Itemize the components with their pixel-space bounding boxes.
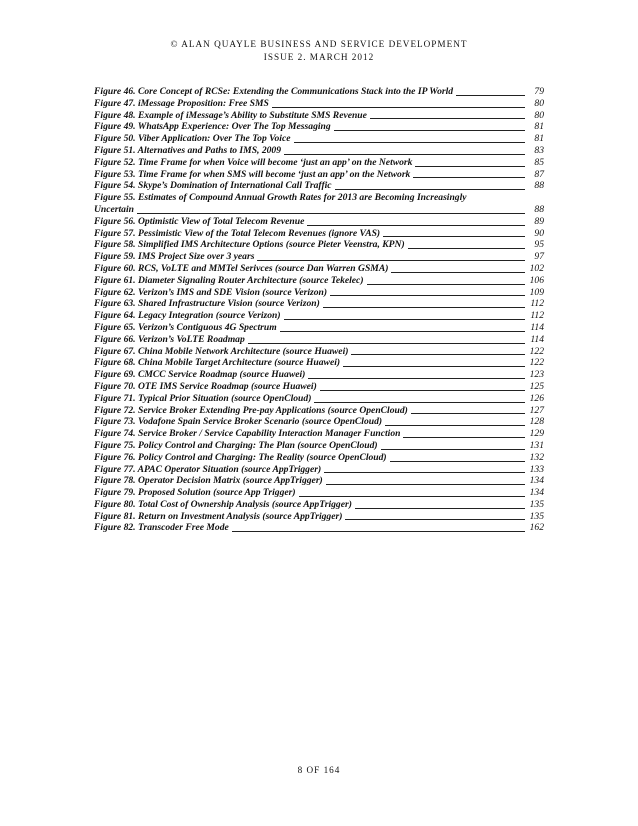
leader-line — [248, 343, 525, 344]
toc-entry-title: Figure 61. Diameter Signaling Router Architecture (source Tekelec) — [94, 274, 364, 286]
toc-entry-page: 135 — [529, 498, 544, 510]
toc-entry-page: 122 — [529, 357, 544, 369]
toc-entry-page: 114 — [530, 321, 544, 333]
toc-entry-page: 95 — [534, 239, 544, 251]
toc-entry-page: 122 — [529, 345, 544, 357]
toc-entry-page: 132 — [529, 451, 544, 463]
toc-entry-title: Figure 65. Verizon’s Contiguous 4G Spectrum — [94, 321, 277, 333]
toc-entry-title: Figure 80. Total Cost of Ownership Analysis (source AppTrigger) — [94, 498, 352, 510]
toc-entry-title: Figure 60. RCS, VoLTE and MMTel Serivces (source Dan Warren GSMA) — [94, 262, 389, 274]
toc-entry-title: Figure 48. Example of iMessage’s Ability to Substitute SMS Revenue — [94, 109, 367, 121]
toc-entry-title: Figure 77. APAC Operator Situation (source AppTrigger) — [94, 463, 322, 475]
toc-entry-title: Figure 50. Viber Application: Over The Top Voice — [94, 133, 291, 145]
toc-entry[interactable] — [94, 357, 544, 369]
toc-entry[interactable] — [94, 405, 544, 417]
toc-entry-page: 114 — [530, 333, 544, 345]
toc-entry[interactable] — [94, 322, 544, 334]
toc-entry-page: 162 — [529, 522, 544, 534]
leader-line — [284, 154, 525, 155]
toc-entry[interactable] — [94, 169, 544, 181]
leader-line — [391, 272, 525, 273]
toc-entry[interactable] — [94, 157, 544, 169]
page-number: 8 OF 164 — [297, 765, 341, 775]
list-of-figures — [94, 86, 544, 534]
leader-line — [415, 166, 525, 167]
toc-entry-title: Figure 70. OTE IMS Service Roadmap (source Huawei) — [94, 380, 317, 392]
toc-entry[interactable] — [94, 464, 544, 476]
toc-entry-page: 134 — [529, 475, 544, 487]
toc-entry-page: 109 — [529, 286, 544, 298]
toc-entry-title: Figure 68. China Mobile Target Architecture (source Huawei) — [94, 357, 341, 369]
toc-entry-title: Figure 58. Simplified IMS Architecture Options (source Pieter Veenstra, KPN) — [94, 239, 405, 251]
toc-entry[interactable] — [94, 251, 544, 263]
leader-line — [320, 390, 525, 391]
toc-entry-title: Figure 78. Operator Decision Matrix (source AppTrigger) — [94, 475, 323, 487]
toc-entry-title: Figure 52. Time Frame for when Voice will become ‘just an app’ on the Network — [94, 156, 413, 168]
toc-entry[interactable] — [94, 275, 544, 287]
leader-line — [411, 413, 525, 414]
leader-line — [403, 437, 525, 438]
toc-entry-page: 112 — [530, 298, 544, 310]
leader-line — [413, 177, 525, 178]
toc-entry-page: 106 — [529, 274, 544, 286]
toc-entry[interactable] — [94, 121, 544, 133]
toc-entry[interactable] — [94, 298, 544, 310]
leader-line — [323, 307, 525, 308]
toc-entry-title: Figure 51. Alternatives and Paths to IMS, 2009 — [94, 144, 282, 156]
leader-line — [299, 496, 525, 497]
toc-entry[interactable] — [94, 369, 544, 381]
leader-line — [385, 425, 525, 426]
leader-line — [390, 461, 525, 462]
leader-line — [351, 354, 525, 355]
toc-entry[interactable] — [94, 475, 544, 487]
toc-entry-page: 134 — [529, 487, 544, 499]
leader-line — [345, 519, 525, 520]
toc-entry-page: 88 — [534, 203, 544, 215]
header-issue: ISSUE 2. MARCH 2012 — [263, 52, 375, 62]
toc-entry-page: 81 — [534, 133, 544, 145]
toc-entry[interactable] — [94, 192, 544, 216]
toc-entry[interactable] — [94, 180, 544, 192]
leader-line — [324, 472, 525, 473]
leader-line — [272, 107, 525, 108]
toc-entry-page: 89 — [534, 215, 544, 227]
toc-entry-title: Figure 56. Optimistic View of Total Telecom Revenue — [94, 215, 305, 227]
toc-entry[interactable] — [94, 287, 544, 299]
toc-entry-title: Figure 79. Proposed Solution (source App Trigger) — [94, 487, 296, 499]
toc-entry-page: 135 — [529, 510, 544, 522]
toc-entry-title: Figure 74. Service Broker / Service Capability Interaction Manager Function — [94, 428, 401, 440]
toc-entry-title: Figure 81. Return on Investment Analysis (source AppTrigger) — [94, 510, 343, 522]
toc-entry-title: Figure 75. Policy Control and Charging: The Plan (source OpenCloud) — [94, 439, 378, 451]
toc-entry-page: 112 — [530, 310, 544, 322]
leader-line — [343, 366, 525, 367]
toc-entry-title: Figure 59. IMS Project Size over 3 years — [94, 251, 255, 263]
leader-line — [335, 189, 525, 190]
toc-entry[interactable] — [94, 511, 544, 523]
leader-line — [367, 284, 525, 285]
toc-entry[interactable] — [94, 98, 544, 110]
toc-entry[interactable] — [94, 228, 544, 240]
leader-line — [408, 248, 525, 249]
leader-line — [383, 236, 525, 237]
toc-entry[interactable] — [94, 393, 544, 405]
leader-line — [381, 449, 525, 450]
leader-line — [370, 118, 525, 119]
toc-entry-title: Figure 55. Estimates of Compound Annual Growth Rates for 2013 are Becoming Increasingly — [94, 192, 467, 204]
leader-line — [314, 402, 525, 403]
toc-entry[interactable] — [94, 239, 544, 251]
toc-entry[interactable] — [94, 145, 544, 157]
toc-entry[interactable] — [94, 334, 544, 346]
toc-entry[interactable] — [94, 440, 544, 452]
toc-entry-title: Figure 62. Verizon’s IMS and SDE Vision (source Verizon) — [94, 286, 328, 298]
leader-line — [330, 295, 525, 296]
toc-entry-title: Figure 76. Policy Control and Charging: The Reality (source OpenCloud) — [94, 451, 387, 463]
toc-entry-page: 81 — [534, 121, 544, 133]
toc-entry-title: Figure 66. Verizon’s VoLTE Roadmap — [94, 333, 245, 345]
toc-entry[interactable] — [94, 452, 544, 464]
toc-entry-page: 85 — [534, 156, 544, 168]
toc-entry[interactable] — [94, 263, 544, 275]
toc-entry-title: Figure 57. Pessimistic View of the Total Telecom Revenues (ignore VAS) — [94, 227, 381, 239]
toc-entry[interactable] — [94, 346, 544, 358]
toc-entry-page: 133 — [529, 463, 544, 475]
toc-entry-page: 125 — [529, 380, 544, 392]
toc-entry-title-continued: Uncertain — [94, 203, 134, 215]
leader-line — [456, 95, 525, 96]
toc-entry-title: Figure 46. Core Concept of RCSe: Extending the Communications Stack into the IP World — [94, 86, 454, 97]
leader-line — [326, 484, 525, 485]
toc-entry-page: 83 — [534, 144, 544, 156]
toc-entry-page: 97 — [534, 251, 544, 263]
toc-entry[interactable] — [94, 428, 544, 440]
toc-entry[interactable] — [94, 216, 544, 228]
leader-line — [284, 319, 525, 320]
leader-line — [308, 378, 525, 379]
toc-entry-title: Figure 53. Time Frame for when SMS will become ‘just an app’ on the Network — [94, 168, 411, 180]
toc-entry[interactable] — [94, 133, 544, 145]
toc-entry-page: 80 — [534, 109, 544, 121]
leader-line — [257, 260, 525, 261]
toc-entry-page: 79 — [534, 86, 544, 97]
toc-entry[interactable] — [94, 310, 544, 322]
toc-entry-page: 123 — [529, 369, 544, 381]
toc-entry[interactable] — [94, 487, 544, 499]
toc-entry-title: Figure 47. iMessage Proposition: Free SMS — [94, 97, 269, 109]
leader-line — [280, 331, 525, 332]
toc-entry-title: Figure 73. Vodafone Spain Service Broker Scenario (source OpenCloud) — [94, 416, 383, 428]
toc-entry[interactable] — [94, 522, 544, 534]
leader-line — [334, 130, 525, 131]
toc-entry-title: Figure 82. Transcoder Free Mode — [94, 522, 229, 534]
toc-entry-page: 102 — [529, 262, 544, 274]
header-company: © ALAN QUAYLE BUSINESS AND SERVICE DEVELOPMENT — [170, 39, 468, 49]
toc-entry-title: Figure 71. Typical Prior Situation (source OpenCloud) — [94, 392, 312, 404]
toc-entry-title: Figure 72. Service Broker Extending Pre-pay Applications (source OpenCloud) — [94, 404, 408, 416]
toc-entry-page: 88 — [534, 180, 544, 192]
leader-line — [232, 531, 525, 532]
page-header — [0, 38, 638, 64]
toc-entry[interactable] — [94, 381, 544, 393]
toc-entry[interactable] — [94, 86, 544, 98]
toc-entry-title: Figure 64. Legacy Integration (source Verizon) — [94, 310, 281, 322]
toc-entry-title: Figure 54. Skype’s Domination of International Call Traffic — [94, 180, 332, 192]
leader-line — [307, 225, 525, 226]
toc-entry-page: 128 — [529, 416, 544, 428]
leader-line — [137, 213, 525, 214]
leader-line — [294, 142, 526, 143]
toc-entry-title: Figure 67. China Mobile Network Architecture (source Huawei) — [94, 345, 349, 357]
toc-entry[interactable] — [94, 499, 544, 511]
toc-entry-page: 90 — [534, 227, 544, 239]
toc-entry-title: Figure 63. Shared Infrastructure Vision (source Verizon) — [94, 298, 320, 310]
toc-entry-page: 126 — [529, 392, 544, 404]
toc-entry[interactable] — [94, 110, 544, 122]
toc-entry-page: 131 — [529, 439, 544, 451]
toc-entry-page: 87 — [534, 168, 544, 180]
toc-entry-page: 80 — [534, 97, 544, 109]
leader-line — [355, 508, 525, 509]
toc-entry[interactable] — [94, 416, 544, 428]
toc-entry-title: Figure 49. WhatsApp Experience: Over The Top Messaging — [94, 121, 331, 133]
toc-entry-page: 127 — [529, 404, 544, 416]
toc-entry-title: Figure 69. CMCC Service Roadmap (source Huawei) — [94, 369, 306, 381]
toc-entry-page: 129 — [529, 428, 544, 440]
